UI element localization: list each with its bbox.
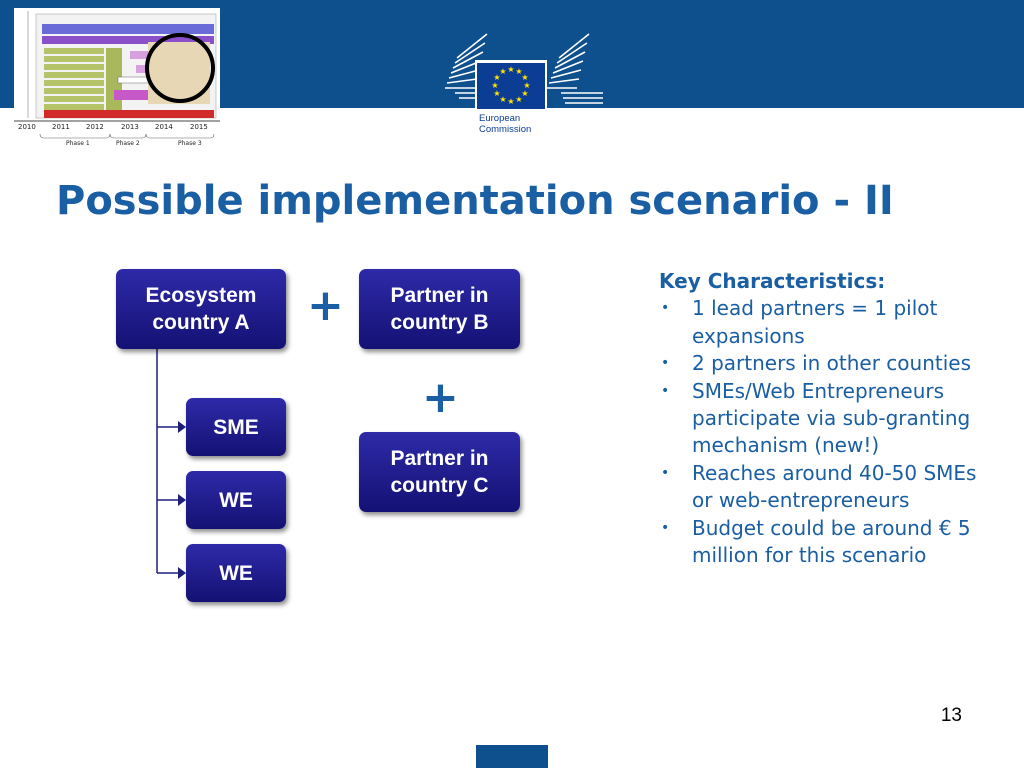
page-number: 13 bbox=[940, 705, 962, 726]
ecosystem-line1: Ecosystem bbox=[145, 284, 257, 307]
key-characteristics-heading: Key Characteristics: bbox=[659, 269, 886, 293]
partner-country-b-box bbox=[359, 269, 520, 349]
partner-b-line1: Partner in bbox=[390, 284, 489, 307]
svg-text:★: ★ bbox=[523, 81, 531, 90]
partner-country-c-box bbox=[359, 432, 520, 512]
list-item: • Budget could be around € 5 million for this scenario bbox=[661, 515, 971, 568]
key-characteristics-list bbox=[659, 295, 999, 569]
bullet-icon: • bbox=[661, 382, 670, 399]
svg-text:★: ★ bbox=[507, 65, 515, 74]
bullet-icon: • bbox=[661, 300, 670, 317]
we-box-1 bbox=[186, 471, 286, 529]
partner-c-line2: country C bbox=[390, 474, 489, 497]
svg-text:★: ★ bbox=[499, 95, 507, 104]
thumb-year-2013: 2013 bbox=[121, 123, 139, 131]
svg-text:★: ★ bbox=[507, 97, 515, 106]
sme-box bbox=[186, 398, 286, 456]
thumb-year-2014: 2014 bbox=[155, 123, 173, 131]
thumb-phase-1: Phase 1 bbox=[66, 140, 90, 147]
thumb-year-2011: 2011 bbox=[52, 123, 70, 131]
we-box-2 bbox=[186, 544, 286, 602]
list-item: • Reaches around 40-50 SMEs or web-entrepreneurs bbox=[661, 460, 977, 513]
svg-text:★: ★ bbox=[515, 95, 523, 104]
footer-tab bbox=[476, 745, 548, 768]
bullet-icon: • bbox=[661, 355, 670, 372]
list-item: • 2 partners in other counties bbox=[659, 350, 999, 377]
thumb-year-2012: 2012 bbox=[86, 123, 104, 131]
arrow-to-we-2 bbox=[178, 567, 186, 579]
svg-text:★: ★ bbox=[515, 67, 523, 76]
thumb-year-2010: 2010 bbox=[18, 123, 36, 131]
key-characteristics bbox=[659, 268, 999, 569]
thumb-year-2015: 2015 bbox=[190, 123, 208, 131]
svg-text:★: ★ bbox=[521, 89, 529, 98]
we-label-2: WE bbox=[219, 561, 253, 585]
partner-b-line2: country B bbox=[390, 311, 489, 334]
svg-text:★: ★ bbox=[491, 81, 499, 90]
svg-text:★: ★ bbox=[521, 73, 529, 82]
svg-text:★: ★ bbox=[493, 89, 501, 98]
ecosystem-country-a-box bbox=[116, 269, 286, 349]
sme-label: SME bbox=[213, 415, 259, 439]
we-label-1: WE bbox=[219, 488, 253, 512]
thumb-phase-2: Phase 2 bbox=[116, 140, 140, 147]
arrow-to-sme bbox=[178, 421, 186, 433]
partner-c-line1: Partner in bbox=[390, 447, 489, 470]
thumb-phase-3: Phase 3 bbox=[178, 140, 202, 147]
list-item: • SMEs/Web Entrepreneurs participate via sub-granting mechanism (new!) bbox=[661, 378, 971, 458]
list-item: • 1 lead partners = 1 pilot expansions bbox=[661, 296, 938, 348]
ecosystem-line2: country A bbox=[152, 311, 250, 334]
svg-text:★: ★ bbox=[493, 73, 501, 82]
bullet-icon: • bbox=[661, 464, 670, 481]
logo-text-commission: Commission bbox=[479, 124, 532, 135]
slide-title: Possible implementation scenario - II bbox=[56, 178, 894, 224]
plus-sign-1: + bbox=[307, 280, 344, 331]
bullet-icon: • bbox=[661, 519, 670, 536]
plus-sign-2: + bbox=[422, 372, 459, 423]
logo-text-european: European bbox=[479, 113, 521, 124]
svg-text:★: ★ bbox=[499, 67, 507, 76]
arrow-to-we-1 bbox=[178, 494, 186, 506]
